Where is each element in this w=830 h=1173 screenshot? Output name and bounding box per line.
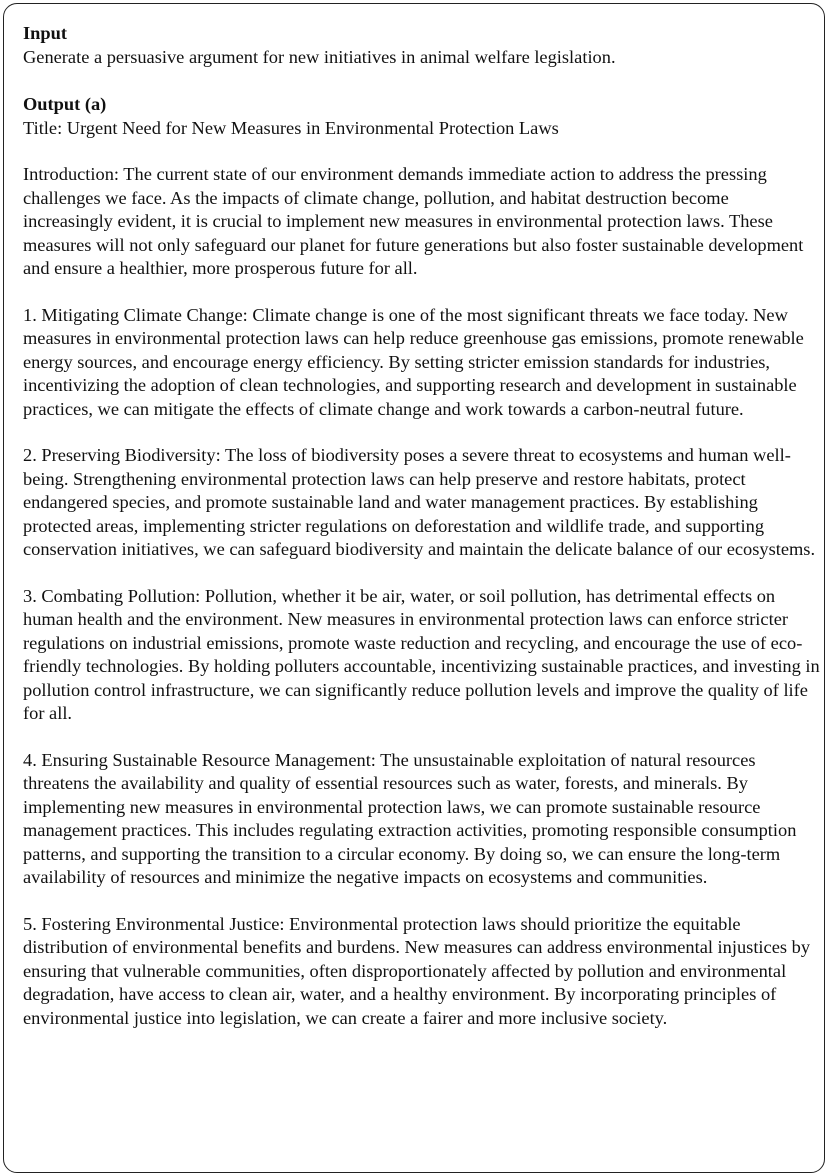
output-introduction: Introduction: The current state of our environment demands immediate action to address the pressing challenges we face. As the impacts of climate change, pollution, and habitat destruction become increasingly evident, it is crucial to implement new measures in environmental protection laws. These measures will not only safeguard our planet for future generations but also foster sustainable development and ensure a healthier, more prosperous future for all. xyxy=(23,164,804,278)
output-point: 1. Mitigating Climate Change: Climate change is one of the most significant threats we face today. New measures in environmental protection laws can help reduce greenhouse gas emissions, promote renewable energy sources, and encourage energy efficiency. By setting stricter emission standards for industries, incentivizing the adoption of clean technologies, and supporting research and development in sustainable practices, we can mitigate the effects of climate change and work towards a carbon-neutral future. xyxy=(23,304,804,419)
output-point: 2. Preserving Biodiversity: The loss of biodiversity poses a severe threat to ecosystems and human well-being. Strengthening environmental protection laws can help preserve and restore habitats, protect endangered species, and promote sustainable land and water management practices. By establishing protected areas, implementing stricter regulations on deforestation and wildlife trade, and supporting conservation initiatives, we can safeguard biodiversity and maintain the delicate balance of our ecosystems. xyxy=(23,445,816,559)
output-point: 3. Combating Pollution: Pollution, whether it be air, water, or soil pollution, has detrimental effects on human health and the environment. New measures in environmental protection laws can enforce stricter regulations on industrial emissions, promote waste reduction and recycling, and encourage the use of eco-friendly technologies. By holding polluters accountable, incentivizing sustainable practices, and investing in pollution control infrastructure, we can significantly reduce pollution levels and improve the quality of life for all. xyxy=(23,585,820,723)
output-heading: Output (a) xyxy=(23,94,107,114)
output-title: Title: Urgent Need for New Measures in Environmental Protection Laws xyxy=(23,117,559,138)
input-text: Generate a persuasive argument for new initiatives in animal welfare legislation. xyxy=(23,46,616,67)
document-content xyxy=(23,22,823,1030)
input-heading: Input xyxy=(23,23,67,43)
output-point: 4. Ensuring Sustainable Resource Management: The unsustainable exploitation of natural resources threatens the availability and quality of essential resources such as water, forests, and minerals. By implementing new measures in environmental protection laws, we can promote sustainable resource management practices. This includes regulating extraction activities, promoting responsible consumption patterns, and supporting the transition to a circular economy. By doing so, we can ensure the long-term availability of resources and minimize the negative impacts on ecosystems and communities. xyxy=(23,749,797,887)
output-point: 5. Fostering Environmental Justice: Environmental protection laws should prioritize the equitable distribution of environmental benefits and burdens. New measures can address environmental injustices by ensuring that vulnerable communities, often disproportionately affected by pollution and environmental degradation, have access to clean air, water, and a healthy environment. By incorporating principles of environmental justice into legislation, we can create a fairer and more inclusive society. xyxy=(23,913,811,1028)
